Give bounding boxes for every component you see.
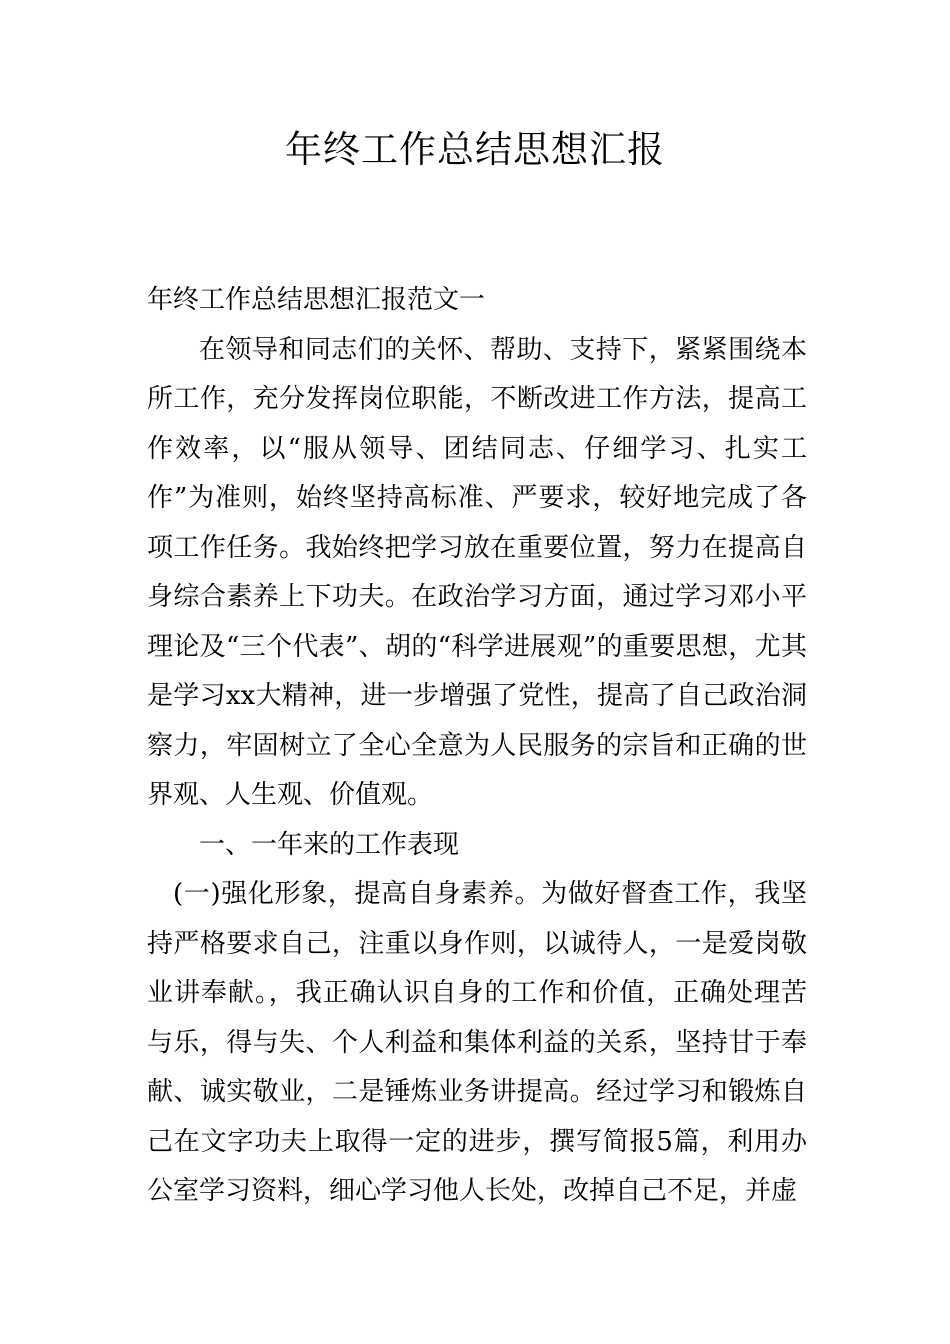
paragraph-intro: 在领导和同志们的关怀、帮助、支持下，紧紧围绕本所工作，充分发挥岗位职能，不断改进工作方法，提高工作效率，以“服从领导、团结同志、仔细学习、扎实工作”为准则，始终坚持高标准、严要求，较好地完成了各项工作任务。我始终把学习放在重要位置，努力在提高自身综合素养上下功夫。在政治学习方面，通过学习邓小平理论及“三个代表”、胡的“科学进展观”的重要思想，尤其是学习xx大精神，进一步增强了党性，提高了自己政治洞察力，牢固树立了全心全意为人民服务的宗旨和正确的世界观、人生观、价值观。 (147, 334, 807, 810)
paragraph-section-one: (一)强化形象，提高自身素养。为做好督查工作，我坚持严格要求自己，注重以身作则，以诚待人，一是爱岗敬业讲奉献。，我正确认识自身的工作和价值，正确处理苦与乐，得与失、个人利益和集体利益的关系，坚持甘于奉献、诚实敬业，二是锤炼业务讲提高。经过学习和锻炼自己在文字功夫上取得一定的进步，撰写简报5篇，利用办公室学习资料，细心学习他人长处，改掉自己不足，并虚 (147, 879, 807, 1206)
document-title: 年终工作总结思想汇报 (285, 128, 665, 171)
document-subtitle: 年终工作总结思想汇报范文一 (147, 285, 486, 315)
section-heading: 一、一年来的工作表现 (199, 829, 460, 860)
document-body (147, 276, 807, 1217)
